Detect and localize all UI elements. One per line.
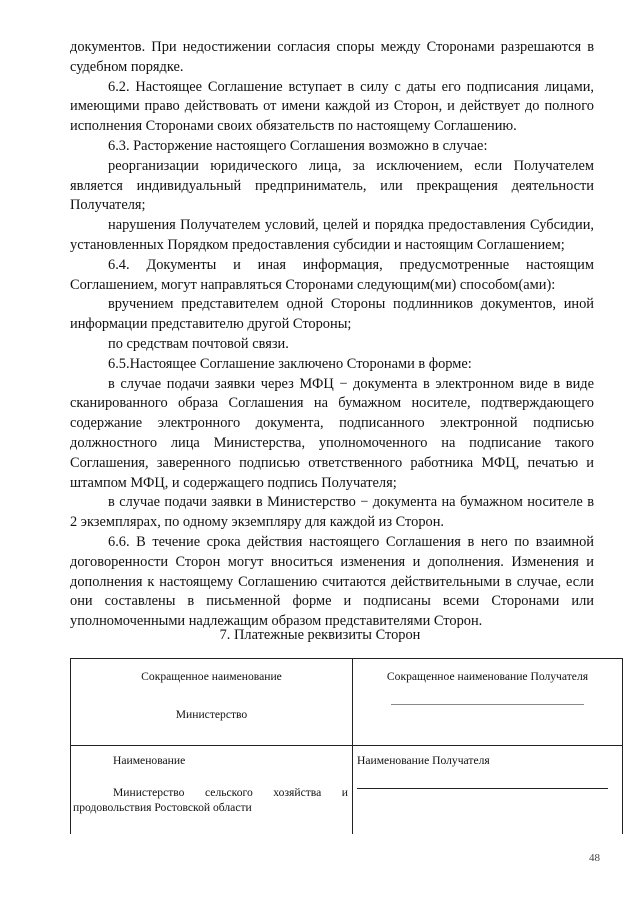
table-row — [71, 746, 623, 835]
page-number: 48 — [589, 852, 600, 864]
short-name-label: Сокращенное наименование — [141, 670, 282, 683]
paragraph-6-3-item-reorganization: реорганизации юридического лица, за исключением, если Получателем является индивидуальный предприниматель, или прекращения деятельности Получателя; — [70, 157, 594, 214]
name-ministry-cell — [71, 746, 353, 835]
paragraph-6-6: 6.6. В течение срока действия настоящего Соглашения в него по взаимной договоренности Сторон могут вноситься изменения и дополнения. Изменения и дополнения к настоящему Соглашению считаются действительными в случае, если они составлены в письменной форме и подписаны всеми Сторонами или уполномоченными надлежащим образом представителями Сторон. — [70, 533, 594, 630]
paragraph-6-2: 6.2. Настоящее Соглашение вступает в силу с даты его подписания лицами, имеющими право действовать от имени каждой из Сторон, и действует до полного исполнения Сторонами своих обязательств по настоящему Соглашению. — [70, 78, 594, 135]
name-recipient-cell — [353, 746, 623, 835]
name-recipient-label: Наименование Получателя — [357, 754, 490, 767]
paragraph-6-4-item-delivery: вручением представителем одной Стороны подлинников документов, иной информации представителю другой Стороны; — [70, 296, 594, 333]
short-name-ministry-value: Министерство — [175, 708, 248, 721]
table-row — [71, 659, 623, 746]
short-name-recipient-cell — [353, 659, 623, 746]
paragraph-6-5-item-mfc: в случае подачи заявки через МФЦ − документа в электронном виде в виде сканированного образа Соглашения на бумажном носителе, подтверждающего содержание электронного документа, подписанного электронной подписью должностного лица Министерства, уполномоченного на подписание такого Соглашения, заверенного подписью ответственного работника МФЦ, печатью и штампом МФЦ, и содержащего подпись Получателя; — [70, 375, 594, 491]
agreement-body-text — [70, 38, 594, 632]
paragraph-6-4-item-post: по средствам почтовой связи. — [108, 335, 289, 352]
paragraph-continuation: документов. При недостижении согласия споры между Сторонами разрешаются в судебном порядке. — [70, 39, 594, 75]
paragraph-6-4: 6.4. Документы и иная информация, предусмотренные настоящим Соглашением, могут направляться Сторонами следующим(ми) способом(ами): — [70, 256, 594, 293]
name-label: Наименование — [113, 754, 186, 767]
short-name-recipient-blank-line — [391, 704, 584, 705]
paragraph-6-5-item-ministry: в случае подачи заявки в Министерство − документа на бумажном носителе в 2 экземплярах, по одному экземпляру для каждой из Сторон. — [70, 494, 594, 531]
short-name-ministry-cell — [71, 659, 353, 746]
section-7-title: 7. Платежные реквизиты Сторон — [219, 627, 421, 643]
short-name-recipient-label: Сокращенное наименование Получателя — [386, 670, 589, 683]
name-ministry-value: Министерство сельского хозяйства и продовольствия Ростовской области — [73, 786, 348, 814]
paragraph-6-5: 6.5.Настоящее Соглашение заключено Сторонами в форме: — [108, 355, 472, 372]
name-recipient-blank-line — [357, 788, 608, 789]
paragraph-6-3: 6.3. Расторжение настоящего Соглашения возможно в случае: — [108, 137, 488, 154]
paragraph-6-3-item-violation: нарушения Получателем условий, целей и порядка предоставления Субсидии, установленных Порядком предоставления субсидии и настоящим Соглашением; — [70, 217, 594, 253]
payment-details-table — [70, 658, 623, 834]
